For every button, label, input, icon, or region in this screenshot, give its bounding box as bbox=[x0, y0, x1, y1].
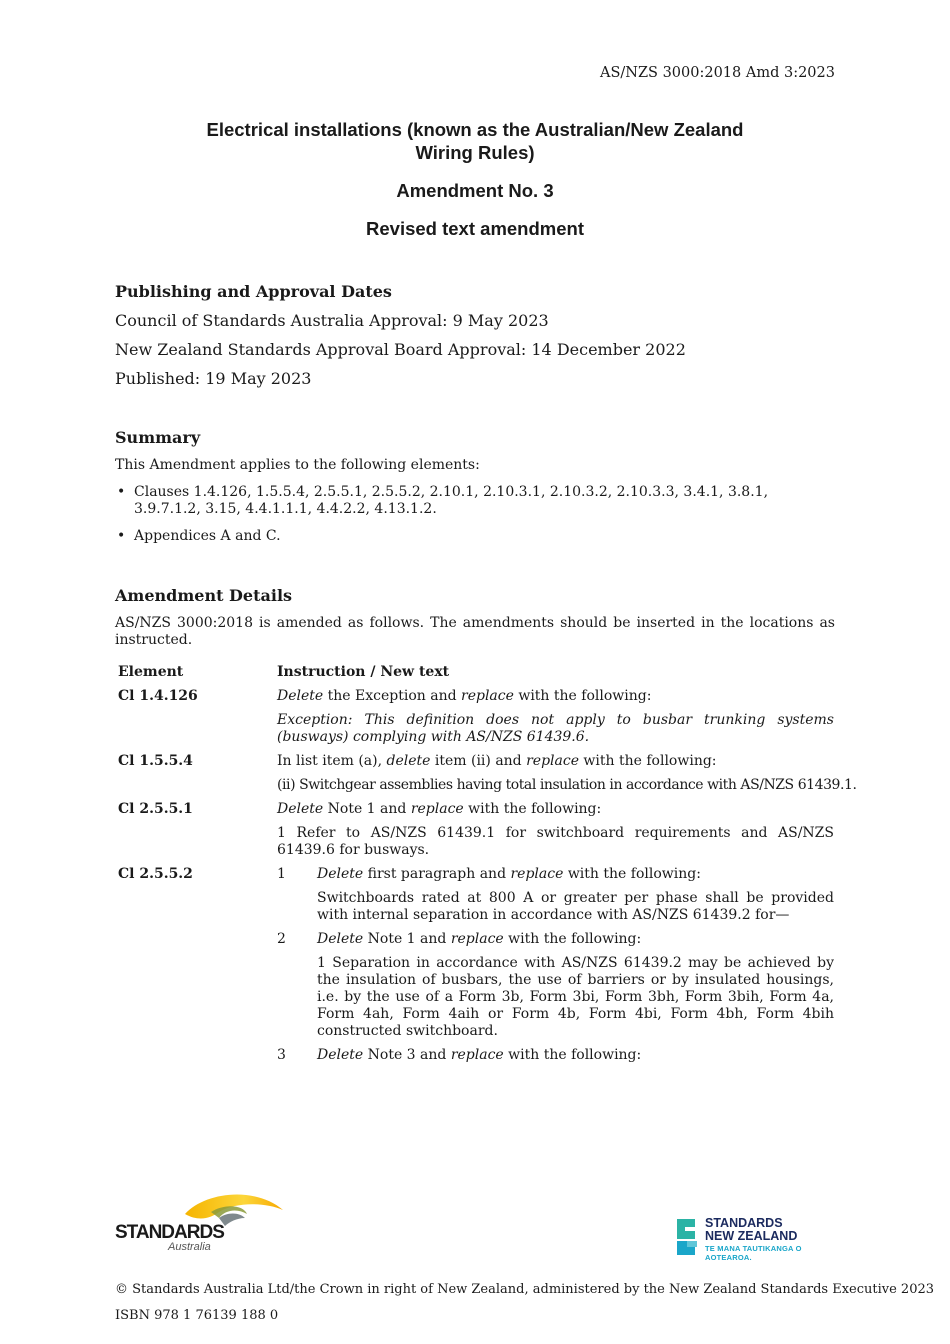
nz-name-line-2: NEW ZEALAND bbox=[705, 1229, 798, 1243]
standards-new-zealand-logo bbox=[675, 1216, 840, 1262]
instruction-text: In list item (a), delete item (ii) and replace with the following: bbox=[277, 753, 717, 769]
table-row bbox=[118, 688, 834, 746]
element-cell: Cl 1.4.126 bbox=[118, 688, 198, 704]
summary-heading: Summary bbox=[115, 428, 201, 447]
details-heading: Amendment Details bbox=[115, 586, 293, 605]
standards-australia-logo bbox=[115, 1188, 290, 1252]
element-cell: Cl 2.5.5.1 bbox=[118, 801, 193, 817]
numbered-item: 1 Delete first paragraph and replace with the following: Switchboards rated at 800 A or greater per phase shall be provided with internal separation in accordance with AS/NZS 61439.2 for— bbox=[277, 866, 834, 923]
svg-text:Australia: Australia bbox=[168, 1241, 211, 1252]
details-intro: AS/NZS 3000:2018 is amended as follows. The amendments should be inserted in the locations as instructed. bbox=[115, 615, 835, 648]
amendment-type: Revised text amendment bbox=[366, 218, 584, 239]
document-reference: AS/NZS 3000:2018 Amd 3:2023 bbox=[599, 65, 835, 81]
instruction-text: Delete Note 3 and replace with the following: bbox=[317, 1047, 642, 1063]
numbered-item: 3 Delete Note 3 and replace with the following: bbox=[277, 1047, 834, 1064]
instruction-cell bbox=[277, 801, 834, 859]
copyright-notice: © Standards Australia Ltd/the Crown in right of New Zealand, administered by the New Zealand Standards Executive 2023 bbox=[115, 1282, 935, 1297]
svg-text:STANDARDS: STANDARDS bbox=[115, 1222, 224, 1243]
instruction-text: Delete first paragraph and replace with the following: bbox=[317, 866, 701, 882]
instruction-text: Delete Note 1 and replace with the following: bbox=[317, 931, 642, 947]
numbered-item: 2 Delete Note 1 and replace with the following: 1 Separation in accordance with AS/NZS 61439.2 may be achieved by the insulation of busbars, the use of barriers or by insulated housings, i.e. by the use of a Form 3b, Form 3bi, Form 3bh, Form 3bih, Form 4a, Form 4ah, Form 4aih or Form 4b, Form 4bi, Form 4bh, Form 4bih constructed switchboard. bbox=[277, 931, 834, 1039]
summary-intro: This Amendment applies to the following elements: bbox=[115, 457, 480, 473]
new-text: (ii) Switchgear assemblies having total insulation in accordance with AS/NZS 61439.1. bbox=[277, 777, 857, 793]
nz-tagline: TE MANA TAUTIKANGA O AOTEAROA. bbox=[705, 1244, 802, 1262]
amendment-table bbox=[118, 664, 857, 1071]
element-cell: Cl 2.5.5.2 bbox=[118, 866, 193, 882]
list-item: • Appendices A and C. bbox=[115, 528, 835, 545]
new-text: 1 Separation in accordance with AS/NZS 61439.2 may be achieved by the insulation of busbars, the use of barriers or by insulated housings, i.e. by the use of a Form 3b, Form 3bi, Form 3bh, Form 3bih, Form 4a, Form 4ah, Form 4aih or Form 4b, Form 4bi, Form 4bh, Form 4bih constructed switchboard. bbox=[317, 955, 834, 1039]
publishing-heading: Publishing and Approval Dates bbox=[115, 282, 392, 301]
element-column-header: Element bbox=[118, 664, 184, 680]
instruction-text: Delete the Exception and replace with the following: bbox=[277, 688, 652, 704]
published-date: Published: 19 May 2023 bbox=[115, 369, 312, 388]
amendment-number: Amendment No. 3 bbox=[396, 180, 554, 201]
approval-sa: Council of Standards Australia Approval: 9 May 2023 bbox=[115, 311, 549, 330]
isbn: ISBN 978 1 76139 188 0 bbox=[115, 1308, 279, 1323]
nz-name-line-1: STANDARDS bbox=[705, 1216, 783, 1230]
new-text: 1 Refer to AS/NZS 61439.1 for switchboard requirements and AS/NZS 61439.6 for busways. bbox=[277, 825, 834, 858]
summary-list bbox=[115, 484, 835, 555]
document-title bbox=[115, 118, 835, 164]
instruction-cell bbox=[277, 753, 856, 794]
instruction-cell bbox=[277, 866, 834, 1064]
new-text: Switchboards rated at 800 A or greater per phase shall be provided with internal separation in accordance with AS/NZS 61439.2 for— bbox=[317, 890, 834, 923]
new-text: Exception: This definition does not apply to busbar trunking systems (busways) complying with AS/NZS 61439.6. bbox=[277, 712, 834, 745]
standards-australia-emblem bbox=[115, 1188, 290, 1252]
standards-new-zealand-emblem bbox=[675, 1217, 701, 1257]
table-row bbox=[118, 753, 857, 794]
title-line-1: Electrical installations (known as the Australian/New Zealand bbox=[206, 119, 744, 140]
approval-nz: New Zealand Standards Approval Board Approval: 14 December 2022 bbox=[115, 340, 686, 359]
table-row bbox=[118, 801, 834, 859]
table-row bbox=[118, 866, 834, 1064]
element-cell: Cl 1.5.5.4 bbox=[118, 753, 193, 769]
title-line-2: Wiring Rules) bbox=[415, 142, 535, 163]
table-header-row bbox=[118, 664, 834, 681]
title-block bbox=[115, 118, 835, 240]
instruction-column-header: Instruction / New text bbox=[277, 664, 450, 680]
instruction-text: Delete Note 1 and replace with the following: bbox=[277, 801, 602, 817]
list-item: • Clauses 1.4.126, 1.5.5.4, 2.5.5.1, 2.5.5.2, 2.10.1, 2.10.3.1, 2.10.3.2, 2.10.3.3, 3.4.1, 3.8.1, 3.9.7.1.2, 3.15, 4.4.1.1.1, 4.4.2.2, 4.13.1.2. bbox=[115, 484, 835, 518]
instruction-cell bbox=[277, 688, 834, 746]
